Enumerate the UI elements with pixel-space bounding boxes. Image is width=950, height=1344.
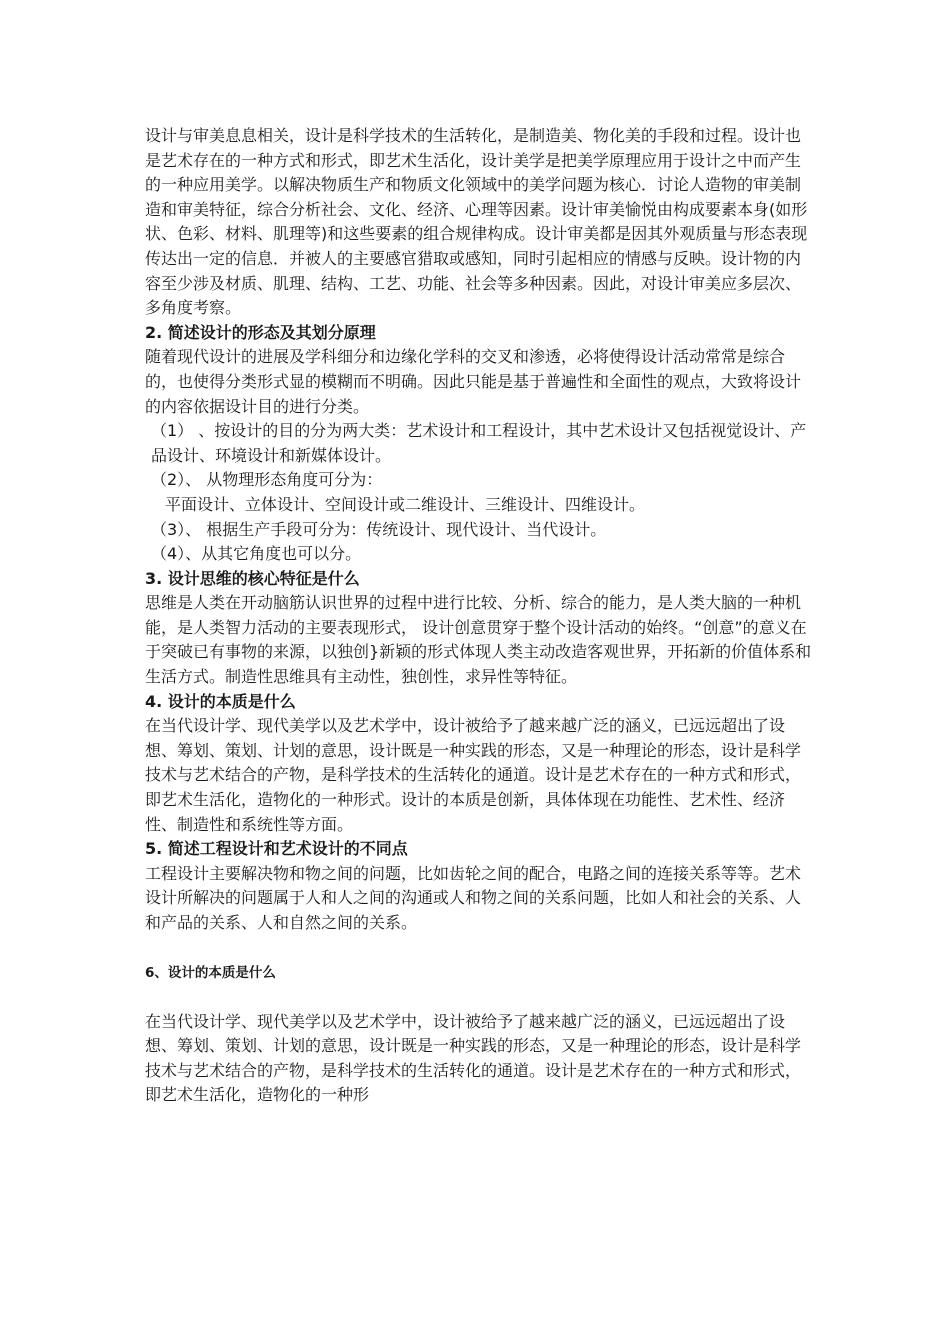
question-4-heading: 4. 设计的本质是什么 (145, 691, 296, 711)
question-2-item-4: （4）、从其它角度也可以分。 (151, 544, 362, 564)
document-page (145, 124, 815, 1108)
question-6-heading: 6、设计的本质是什么 (145, 964, 276, 981)
question-2-item-3: （3）、 根据生产手段可分为：传统设计、现代设计、当代设计。 (151, 519, 607, 539)
question-3-body: 思维是人类在开动脑筋认识世界的过程中进行比较、分析、综合的能力，是人类大脑的一种机能，是人类智力活动的主要表现形式， 设计创意贯穿于整个设计活动的始终。“创意”的意义在于突破已有事物的来源，以独创}新颖的形式体现人类主动改造客观世界，开拓新的价值体系和生活方式。制造性思维具有主动性，独创性，求异性等特征。 (145, 593, 812, 687)
question-3-heading: 3. 设计思维的核心特征是什么 (145, 568, 360, 588)
question-2-item-2: （2）、 从物理形态角度可分为： (151, 470, 383, 490)
question-5-body: 工程设计主要解决物和物之间的问题，比如齿轮之间的配合，电路之间的连接关系等等。艺术设计所解决的问题属于人和人之间的沟通或人和物之间的关系问题，比如人和社会的关系、人和产品的关系、人和自然之间的关系。 (145, 863, 802, 932)
question-2-item-2-detail: 平面设计、立体设计、空间设计或二维设计、三维设计、四维设计。 (165, 494, 646, 514)
intro-paragraph: 设计与审美息息相关，设计是科学技术的生活转化，是制造美、物化美的手段和过程。设计也是艺术存在的一种方式和形式，即艺术生活化，设计美学是把美学原理应用于设计之中而产生的一种应用美学。以解决物质生产和物质文化领域中的美学问题为核心．讨论人造物的审美制造和审美特征，综合分析社会、文化、经济、心理等因素。设计审美愉悦由构成要素本身(如形状、色彩、材料、肌理等)和这些要素的组合规律构成。设计审美都是因其外观质量与形态表现传达出一定的信息．并被人的主要感官猎取或感知，同时引起相应的情感与反映。设计物的内容至少涉及材质、肌理、结构、工艺、功能、社会等多种因素。因此，对设计审美应多层次、多角度考察。 (145, 126, 808, 318)
question-4-body: 在当代设计学、现代美学以及艺术学中，设计被给予了越来越广泛的涵义，已远远超出了设想、筹划、策划、计划的意思，设计既是一种实践的形态，又是一种理论的形态，设计是科学技术与艺术结合的产物，是科学技术的生活转化的通道。设计是艺术存在的一种方式和形式，即艺术生活化，造物化的一种形式。设计的本质是创新，具体体现在功能性、艺术性、经济性、制造性和系统性等方面。 (145, 716, 802, 834)
question-6-body: 在当代设计学、现代美学以及艺术学中，设计被给予了越来越广泛的涵义，已远远超出了设想、筹划、策划、计划的意思，设计既是一种实践的形态，又是一种理论的形态，设计是科学技术与艺术结合的产物，是科学技术的生活转化的通道。设计是艺术存在的一种方式和形式，即艺术生活化，造物化的一种形 (145, 1011, 802, 1105)
question-2-heading: 2. 简述设计的形态及其划分原理 (145, 322, 376, 342)
question-2-body: 随着现代设计的进展及学科细分和边缘化学科的交叉和渗透，必将使得设计活动常常是综合的，也使得分类形式显的模糊而不明确。因此只能是基于普遍性和全面性的观点，大致将设计的内容依据设计目的进行分类。 (145, 347, 802, 416)
question-2-item-1: （1） 、按设计的目的分为两大类：艺术设计和工程设计，其中艺术设计又包括视觉设计、产品设计、环境设计和新媒体设计。 (151, 421, 807, 465)
question-5-heading: 5. 简述工程设计和艺术设计的不同点 (145, 839, 408, 859)
